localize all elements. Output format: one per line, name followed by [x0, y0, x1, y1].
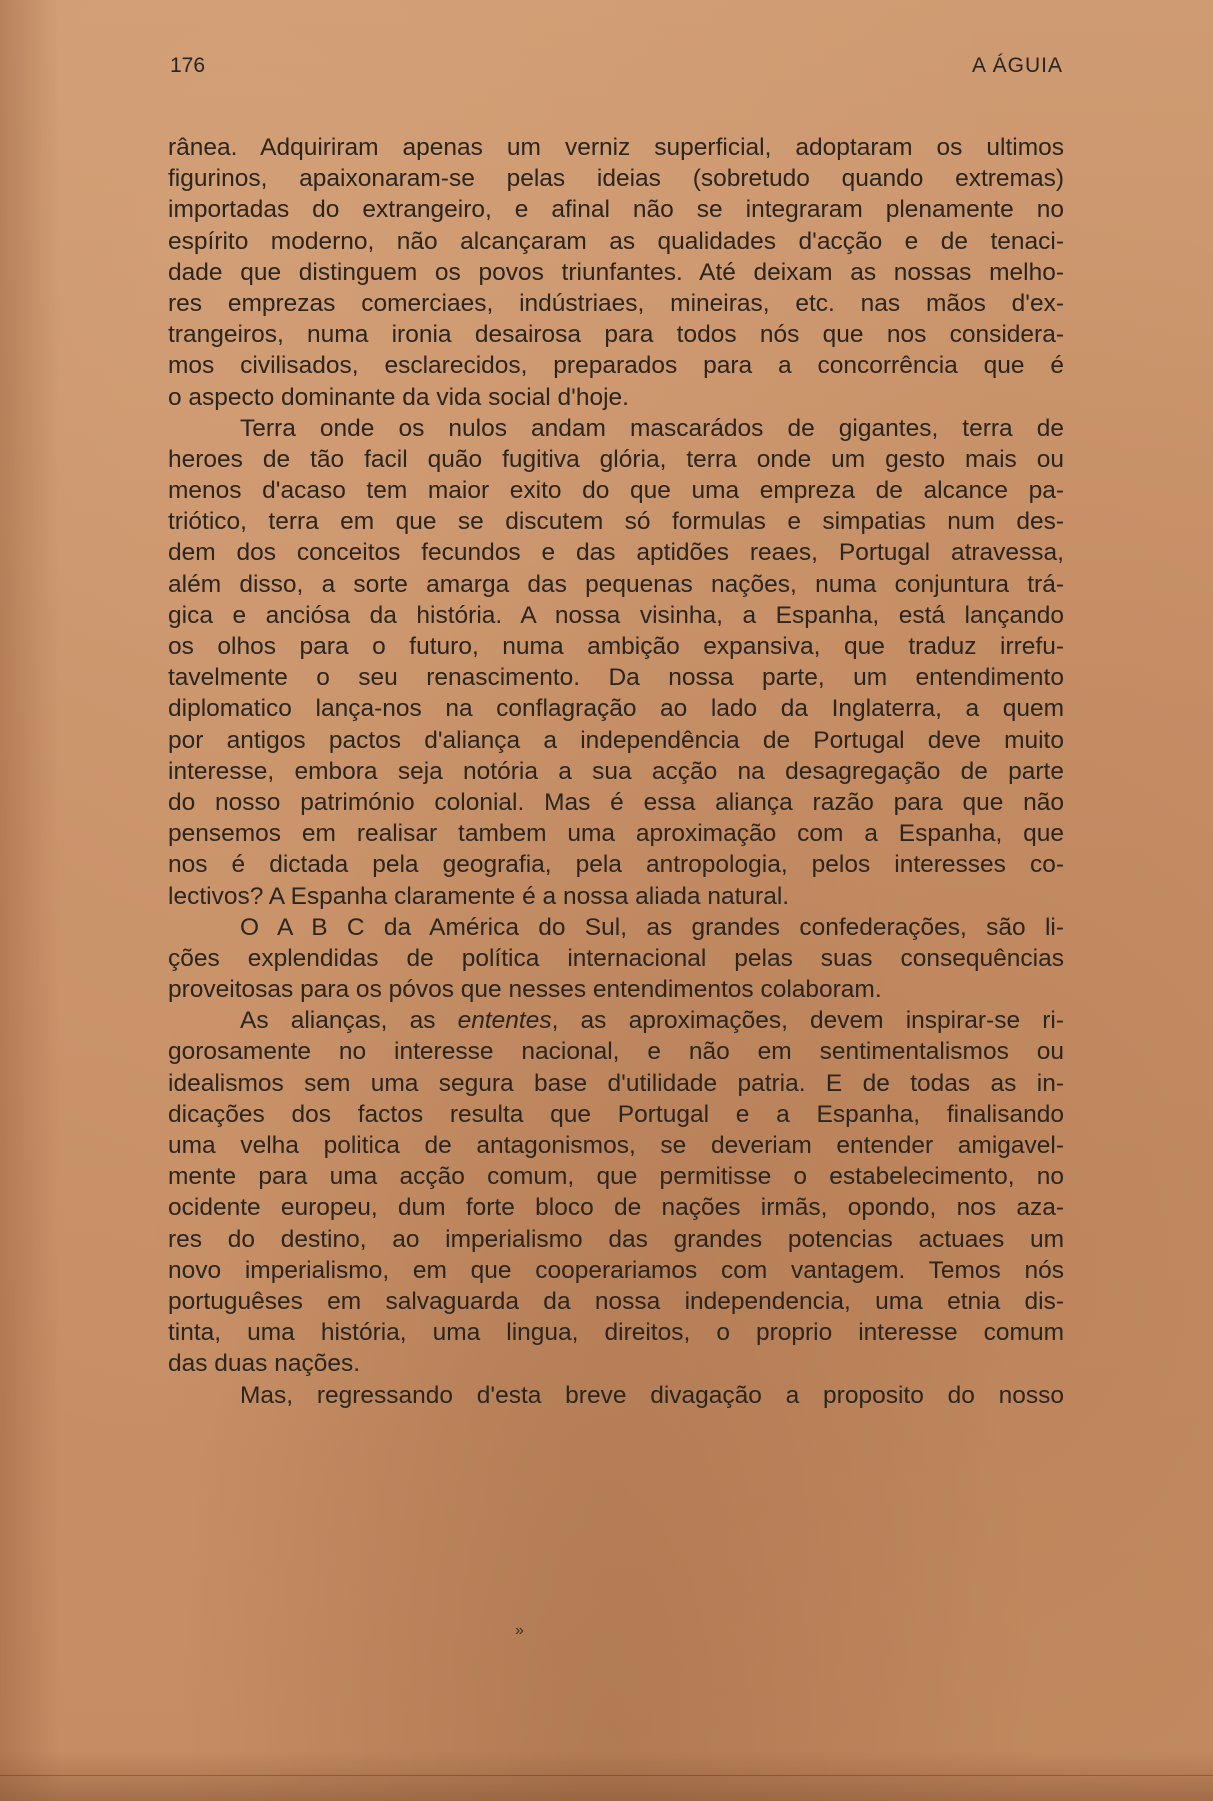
text-line: tinta, uma história, uma lingua, direitos, o proprio interesse comum [168, 1319, 1064, 1347]
text-line: ocidente europeu, dum forte bloco de nações irmãs, opondo, nos aza- [168, 1194, 1064, 1222]
running-title: A ÁGUIA [971, 54, 1063, 77]
text-line: gica e anciósa da história. A nossa visinha, a Espanha, está lançando [168, 601, 1064, 629]
text-line: As alianças, as ententes, as aproximações, devem inspirar-se ri- [240, 1007, 1064, 1035]
text-line: do nosso património colonial. Mas é essa aliança razão para que não [168, 788, 1064, 816]
text-line: Mas, regressando d'esta breve divagação a proposito do nosso [240, 1381, 1064, 1409]
text-line: Terra onde os nulos andam mascarádos de gigantes, terra de [240, 414, 1064, 442]
page-shadow-bottom [0, 1751, 1213, 1801]
text-line: mente para uma acção comum, que permitisse o estabelecimento, no [168, 1163, 1064, 1191]
text-line: dade que distinguem os povos triunfantes. Até deixam as nossas melho- [168, 258, 1064, 286]
text-line: além disso, a sorte amarga das pequenas nações, numa conjuntura trá- [168, 570, 1064, 598]
text-line: espírito moderno, não alcançaram as qualidades d'acção e de tenaci- [168, 227, 1064, 255]
text-line: mos civilisados, esclarecidos, preparados para a concorrência que é [168, 352, 1064, 380]
text-line: dicações dos factos resulta que Portugal e a Espanha, finalisando [168, 1100, 1064, 1128]
text-line: o aspecto dominante da vida social d'hoje. [168, 383, 629, 411]
text-line: idealismos sem uma segura base d'utilidade patria. E de todas as in- [168, 1069, 1064, 1097]
text-line: triótico, terra em que se discutem só formulas e simpatias num des- [168, 508, 1064, 536]
bottom-edge-line [0, 1775, 1213, 1776]
text-line: os olhos para o futuro, numa ambição expansiva, que traduz irrefu- [168, 633, 1064, 660]
text-line: portuguêses em salvaguarda da nossa independencia, uma etnia dis- [168, 1287, 1064, 1315]
text-line: proveitosas para os póvos que nesses entendimentos colaboram. [168, 976, 882, 1004]
text-line: nos é dictada pela geografia, pela antropologia, pelos interesses co- [168, 851, 1064, 879]
text-line: dem dos conceitos fecundos e das aptidões reaes, Portugal atravessa, [168, 539, 1064, 567]
text-line: diplomatico lança-nos na conflagração ao lado da Inglaterra, a quem [168, 695, 1064, 723]
text-line: gorosamente no interesse nacional, e não em sentimentalismos ou [168, 1038, 1064, 1066]
text-line: interesse, embora seja notória a sua acção na desagregação de parte [168, 757, 1064, 785]
text-line: lectivos? A Espanha claramente é a nossa aliada natural. [168, 882, 790, 910]
page-shadow-left [0, 0, 60, 1801]
text-line: tavelmente o seu renascimento. Da nossa parte, um entendimento [168, 664, 1064, 692]
text-line: novo imperialismo, em que cooperariamos com vantagem. Temos nós [168, 1256, 1064, 1284]
page-number: 176 [170, 54, 206, 77]
text-line: O A B C da América do Sul, as grandes confederações, são li- [240, 913, 1064, 941]
text-line: res do destino, ao imperialismo das grandes potencias actuaes um [168, 1225, 1064, 1253]
page-header [170, 54, 1063, 84]
text-line: pensemos em realisar tambem uma aproximação com a Espanha, que [168, 820, 1064, 848]
text-line: por antigos pactos d'aliança a independência de Portugal deve muito [168, 726, 1064, 754]
text-line: res emprezas comerciaes, indústriaes, mineiras, etc. nas mãos d'ex- [168, 289, 1064, 317]
text-line: menos d'acaso tem maior exito do que uma empreza de alcance pa- [168, 477, 1064, 505]
text-line: trangeiros, numa ironia desairosa para todos nós que nos considera- [168, 321, 1064, 349]
text-line: figurinos, apaixonaram-se pelas ideias (sobretudo quando extremas) [168, 165, 1064, 193]
page-ornament: » [515, 1622, 524, 1639]
text-line: uma velha politica de antagonismos, se deveriam entender amigavel- [168, 1132, 1064, 1159]
text-line: importadas do extrangeiro, e afinal não se integraram plenamente no [168, 196, 1064, 224]
text-line: heroes de tão facil quão fugitiva glória, terra onde um gesto mais ou [168, 445, 1064, 473]
text-line: das duas nações. [168, 1350, 361, 1378]
text-line: ções explendidas de política internacional pelas suas consequências [168, 944, 1064, 972]
body-text [168, 132, 1064, 1411]
text-line: rânea. Adquiriram apenas um verniz superficial, adoptaram os ultimos [168, 134, 1064, 161]
